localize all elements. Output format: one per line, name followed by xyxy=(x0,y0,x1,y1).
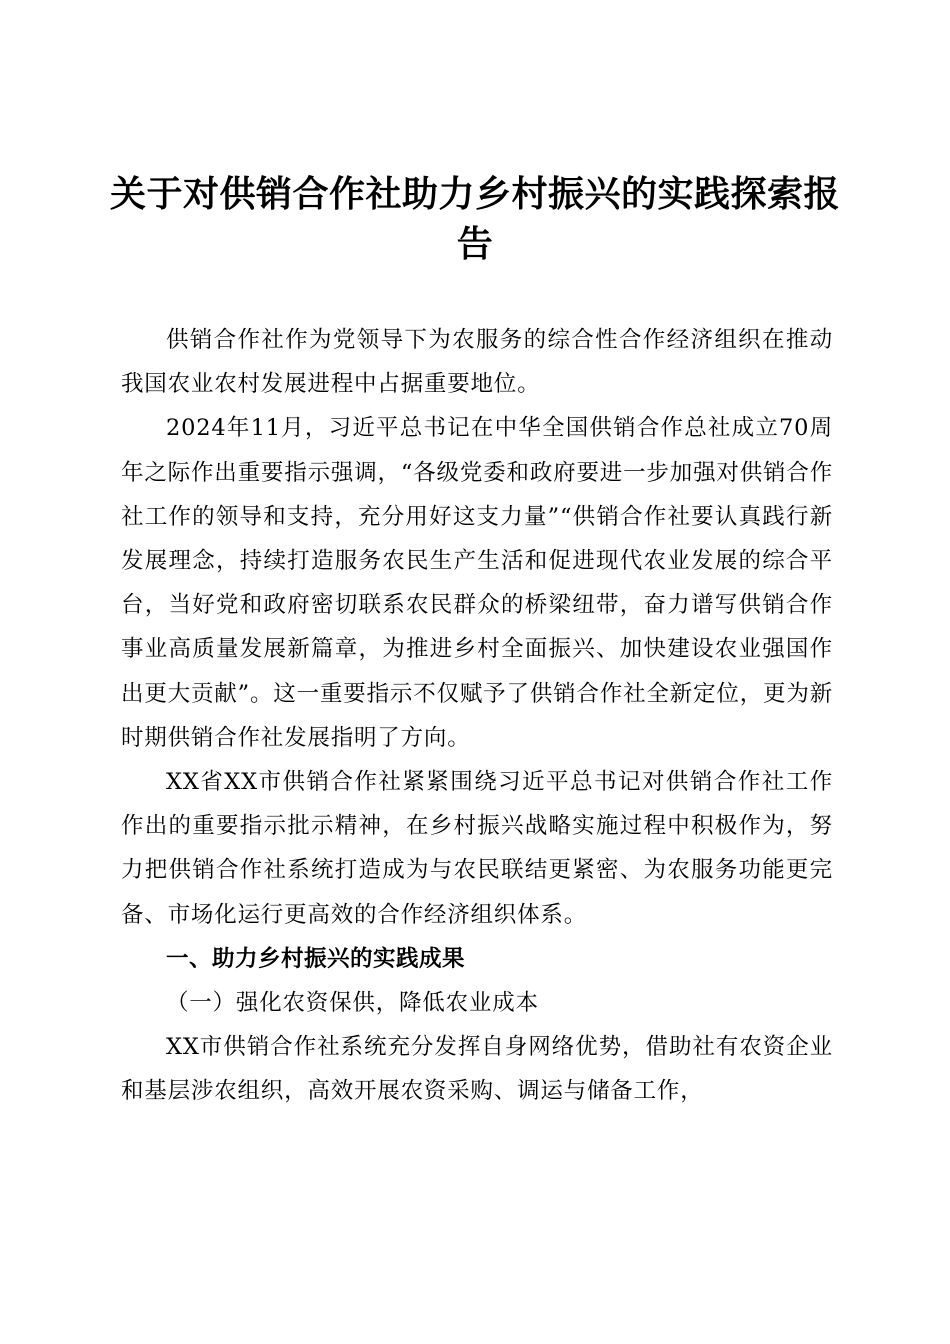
subsection-heading: （一）强化农资保供，降低农业成本 xyxy=(166,990,539,1017)
document-body xyxy=(121,318,833,1114)
paragraph-intro: 供销合作社作为党领导下为农服务的综合性合作经济组织在推动我国农业农村发展进程中占据重要地位。 xyxy=(121,327,833,398)
section-heading: 一、助力乡村振兴的实践成果 xyxy=(166,945,466,972)
paragraph-supply: XX市供销合作社系统充分发挥自身网络优势，借助社有农资企业和基层涉农组织，高效开展农资采购、调运与储备工作， xyxy=(121,1034,833,1105)
paragraph-city-coop: XX省XX市供销合作社紧紧围绕习近平总书记对供销合作社工作作出的重要指示批示精神，在乡村振兴战略实施过程中积极作为，努力把供销合作社系统打造成为与农民联结更紧密、为农服务功能更完备、市场化运行更高效的合作经济组织体系。 xyxy=(121,769,833,928)
paragraph-instruction: 2024年11月，习近平总书记在中华全国供销合作总社成立70周年之际作出重要指示强调，“各级党委和政府要进一步加强对供销合作社工作的领导和支持，充分用好这支力量”“供销合作社要认真践行新发展理念，持续打造服务农民生产生活和促进现代农业发展的综合平台，当好党和政府密切联系农民群众的桥梁纽带，奋力谱写供销合作事业高质量发展新篇章，为推进乡村全面振兴、加快建设农业强国作出更大贡献”。这一重要指示不仅赋予了供销合作社全新定位，更为新时期供销合作社发展指明了方向。 xyxy=(121,415,833,751)
document-title: 关于对供销合作社助力乡村振兴的实践探索报告 xyxy=(110,174,841,265)
